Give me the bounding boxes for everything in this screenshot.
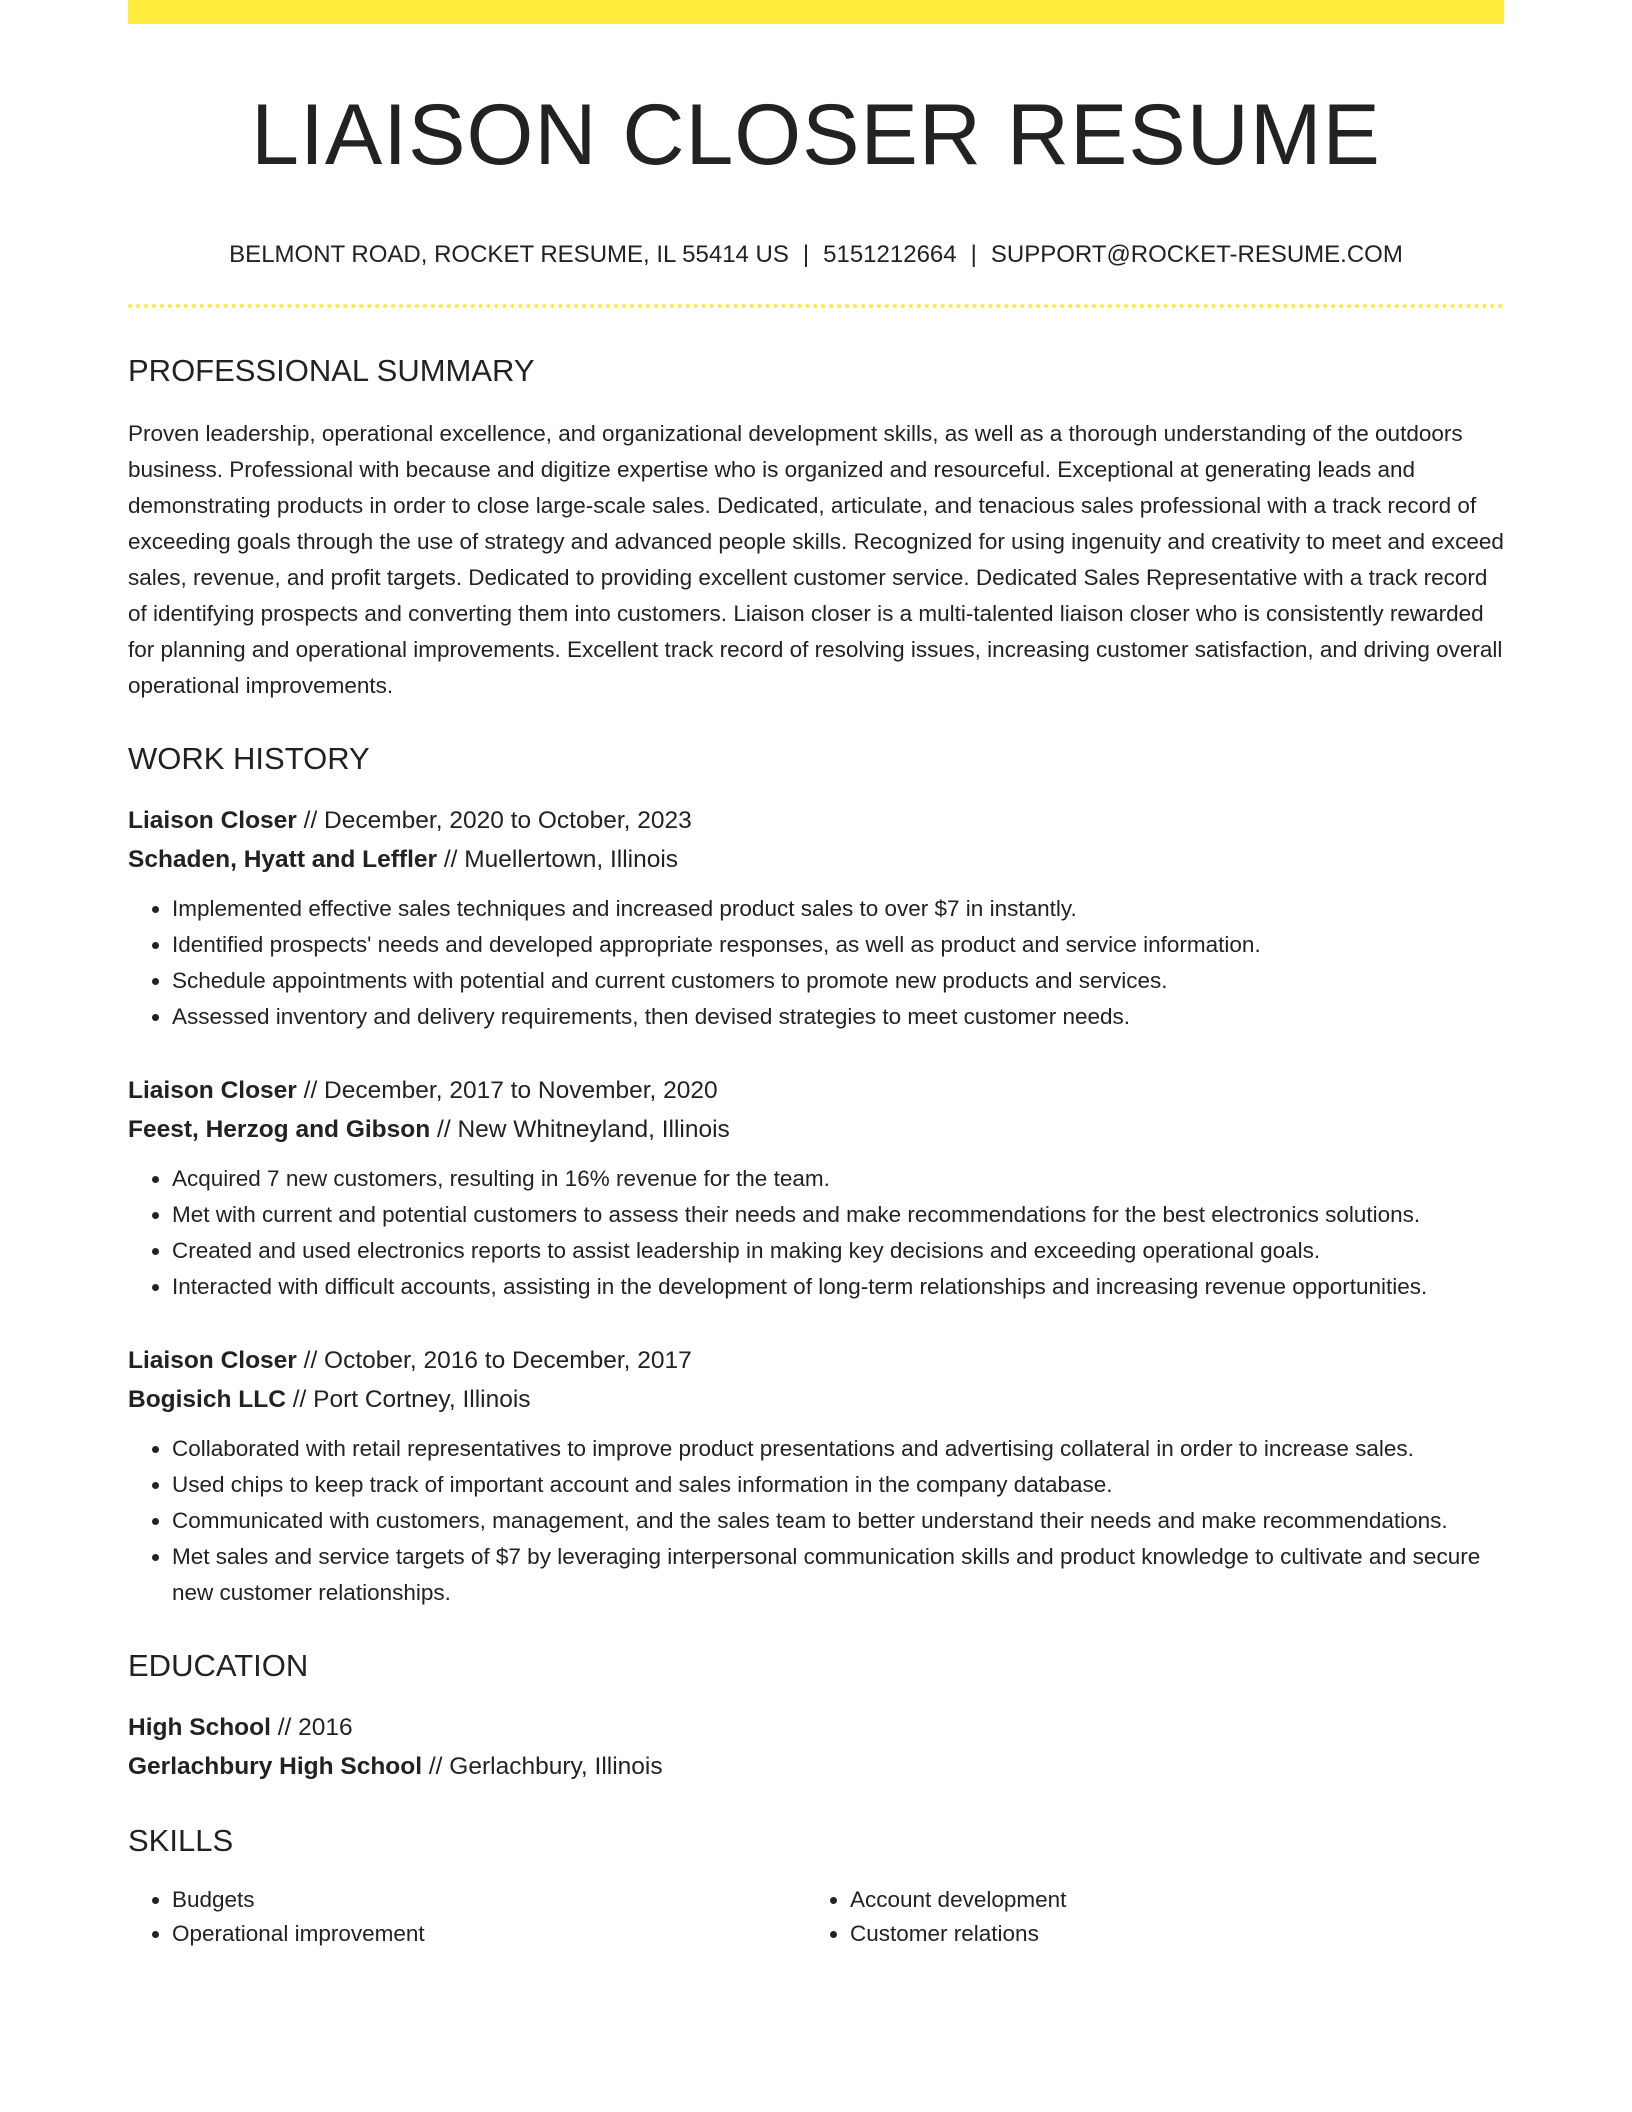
job-company: Bogisich LLC [128,1385,286,1413]
resume-content [128,24,1504,1951]
contact-line [128,239,1504,270]
job-company-line [128,840,1504,879]
job-duty: • Acquired 7 new customers, resulting in 16% revenue for the team. [172,1161,1504,1197]
job-role: Liaison Closer [128,1076,297,1104]
work-history-heading: WORK HISTORY [128,740,370,776]
job-duty: • Interacted with difficult accounts, assisting in the development of long-term relationships and increasing revenue opportunities. [172,1269,1504,1305]
job-entry [128,1341,1504,1611]
skill-item: • Budgets [172,1883,806,1917]
job-location: // New Whitneyland, Illinois [430,1115,730,1143]
skill-item: • Customer relations [850,1917,1484,1951]
summary-heading: PROFESSIONAL SUMMARY [128,353,535,389]
job-duty: • Assessed inventory and delivery requirements, then devised strategies to meet customer needs. [172,999,1504,1035]
job-duty: • Implemented effective sales techniques and increased product sales to over $7 in instantly. [172,891,1504,927]
job-duty: • Met with current and potential customers to assess their needs and make recommendations for the best electronics solutions. [172,1197,1504,1233]
skills-list-left [128,1883,806,1951]
job-dates: // October, 2016 to December, 2017 [296,1346,692,1374]
education-degree: High School [128,1713,271,1741]
contact-separator: | [970,241,977,269]
skills-columns [128,1883,1504,1951]
job-company: Schaden, Hyatt and Leffler [128,845,438,873]
job-duty: • Met sales and service targets of $7 by leveraging interpersonal communication skills and product knowledge to cultivate and secure new customer relationships. [172,1539,1504,1611]
contact-email[interactable]: SUPPORT@ROCKET-RESUME.COM [990,241,1403,269]
education-school-line [128,1747,1504,1786]
job-dates: // December, 2017 to November, 2020 [296,1076,718,1104]
job-dates: // December, 2020 to October, 2023 [296,806,692,834]
resume-title: LIAISON CLOSER RESUME [251,87,1381,183]
job-title-line [128,1341,1504,1380]
education-year: // 2016 [270,1713,353,1741]
skill-item: • Account development [850,1883,1484,1917]
education-heading: EDUCATION [128,1647,309,1683]
skills-heading: SKILLS [128,1822,234,1858]
education-school: Gerlachbury High School [128,1752,423,1780]
job-duties-list [128,1161,1504,1305]
job-duties-list [128,891,1504,1035]
skills-list-right [806,1883,1484,1951]
job-duty: • Schedule appointments with potential and current customers to promote new products and services. [172,963,1504,999]
job-duty: • Identified prospects' needs and developed appropriate responses, as well as product and service information. [172,927,1504,963]
job-duties-list [128,1431,1504,1611]
education-location: // Gerlachbury, Illinois [422,1752,663,1780]
job-role: Liaison Closer [128,1346,297,1374]
job-company-line [128,1380,1504,1419]
job-title-line [128,1071,1504,1110]
job-company-line [128,1110,1504,1149]
contact-address: BELMONT ROAD, ROCKET RESUME, IL 55414 US [229,241,789,269]
job-location: // Muellertown, Illinois [437,845,679,873]
contact-separator: | [802,241,810,269]
summary-text: Proven leadership, operational excellence, and organizational development skills, as well as a thorough understanding of the outdoors business. Professional with because and digitize expertise who is organized and resourceful. Exceptional at generating leads and demonstrating products in order to close large-scale sales. Dedicated, articulate, and tenacious sales professional with a track record of exceeding goals through the use of strategy and advanced people skills. Recognized for using ingenuity and creativity to meet and exceed sales, revenue, and profit targets. Dedicated to providing excellent customer service. Dedicated Sales Representative with a track record of identifying prospects and converting them into customers. Liaison closer is a multi-talented liaison closer who is consistently rewarded for planning and operational improvements. Excellent track record of resolving issues, increasing customer satisfaction, and driving overall operational improvements. [128,420,1504,698]
job-entry [128,801,1504,1035]
education-degree-line [128,1708,1504,1747]
job-company: Feest, Herzog and Gibson [128,1115,431,1143]
job-duty: • Collaborated with retail representatives to improve product presentations and advertising collateral in order to increase sales. [172,1431,1504,1467]
job-role: Liaison Closer [128,806,297,834]
job-location: // Port Cortney, Illinois [285,1385,531,1413]
job-duty: • Used chips to keep track of important account and sales information in the company database. [172,1467,1504,1503]
skill-item: • Operational improvement [172,1917,806,1951]
accent-top-bar [128,0,1504,24]
dotted-divider [128,304,1504,308]
contact-phone: 5151212664 [823,241,957,269]
job-title-line [128,801,1504,840]
job-duty: • Created and used electronics reports to assist leadership in making key decisions and exceeding operational goals. [172,1233,1504,1269]
education-entry [128,1708,1504,1786]
job-duty: • Communicated with customers, management, and the sales team to better understand their needs and make recommendations. [172,1503,1504,1539]
job-entry [128,1071,1504,1305]
